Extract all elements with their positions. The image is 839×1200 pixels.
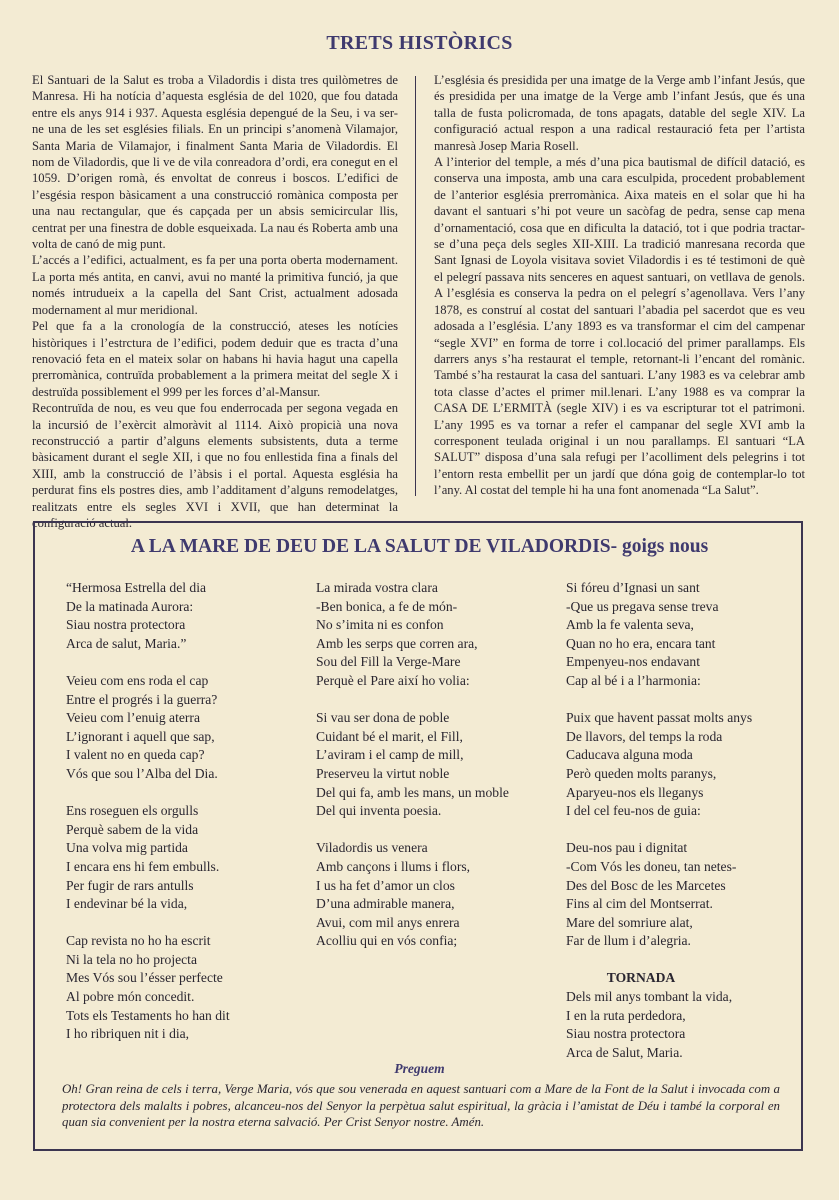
verse-line: Fins al cim del Montserrat. — [566, 896, 713, 912]
verse-line: Puix que havent passat molts anys — [566, 710, 753, 726]
verse-line: D’una admirable manera, — [316, 896, 455, 912]
verse-line: I del cel feu-nos de guia: — [566, 803, 701, 819]
history-paragraph: El Santuari de la Salut es troba a Viladordis i dista tres quilòmetres de Manresa. Hi ha notícia d’aquesta església de del 1020, que fou datada entre els anys 914 i 937. Aquesta església depengué de la Seu, i va ser-ne una de les set esglésies filials. En un principi s’anomenà Vilamajor, Santa Maria de Vilamajor, i finalment Santa Maria de Viladordis. El nom de Viladordis, que li ve de vila conreadora d’ordi, era conegut en el 1059. D’origen romà, és envoltat de conreus i boscos. L’edifici de l’esgésia respon bàsicament a una construcció romànica composta per una nau rectangular, que és capçada per un absis semicircular llis, centrat per una finestra de doble esqueixada. La nau és Roberta amb una volta de canó de mig punt. — [32, 73, 398, 252]
verse-line: De llavors, del temps la roda — [566, 728, 723, 744]
history-paragraph: L’accés a l’edifici, actualment, es fa per una porta oberta modernament. La porta més antita, en canvi, avui no manté la primitiva funció, ja que només intrudueix a la capella del Sant Crist, actualment adosada modernament al mur meridional. — [32, 253, 398, 317]
verse-line: -Que us pregava sense treva — [566, 598, 719, 614]
verse-line: La mirada vostra clara — [316, 580, 438, 595]
verse-line: Empenyeu-nos endavant — [566, 654, 701, 670]
tornada-stanza — [566, 969, 796, 1062]
verse-line: Amb la fe valenta seva, — [566, 617, 694, 633]
verse-line: Viladordis us venera — [316, 840, 428, 856]
verse-line: Perquè sabem de la vida — [66, 821, 199, 837]
stanza — [316, 839, 546, 951]
verse-line: L’aviram i el camp de mill, — [316, 747, 464, 763]
verse-line: Al pobre món concedit. — [66, 989, 195, 1005]
verse-line: Preserveu la virtut noble — [316, 765, 450, 781]
verse-line: I valent no en queda cap? — [66, 747, 205, 763]
verse-line: Del qui inventa poesia. — [316, 803, 442, 819]
prayer-heading: Preguem — [394, 1061, 445, 1076]
verse-line: Si vau ser dona de poble — [316, 710, 450, 726]
verse-line: Far de llum i d’alegria. — [566, 933, 691, 949]
goigs-title: A LA MARE DE DEU DE LA SALUT DE VILADORDIS- goigs nous — [130, 536, 709, 557]
verse-line: I us ha fet d’amor un clos — [316, 877, 455, 893]
verse-line: Sou del Fill la Verge-Mare — [316, 654, 461, 670]
verse-line: Avui, com mil anys enrera — [316, 914, 460, 930]
verse-line: I encara ens hi fem embulls. — [66, 858, 220, 874]
verse-line: Una volva mig partida — [66, 840, 188, 856]
verse-line: Acolliu qui en vós confia; — [316, 933, 458, 949]
verse-line: -Com Vós les doneu, tan netes- — [566, 858, 737, 874]
verse-line: Deu-nos pau i dignitat — [566, 840, 688, 856]
verse-line: No s’imita ni es confon — [316, 617, 444, 633]
column-divider — [415, 76, 416, 496]
verse-line: “Hermosa Estrella del dia — [66, 580, 207, 595]
verse-line: Amb cançons i llums i flors, — [316, 858, 471, 874]
page-title: TRETS HISTÒRICS — [326, 32, 513, 54]
verse-line: Des del Bosc de les Marcetes — [566, 877, 726, 893]
goigs-column-2 — [316, 579, 546, 969]
verse-line: Cap al bé i a l’harmonia: — [566, 672, 701, 688]
verse-line: De la matinada Aurora: — [66, 598, 194, 614]
prayer-text: Oh! Gran reina de cels i terra, Verge Maria, vós que sou venerada en aquest santuari com a Mare de la Font de la Salut i invocada com a protectora dels malalts i pobres, alcanceu-nos del Senyor la perpètua salut espiritual, la gràcia i l’amistat de Déu i també la corporal en quan sia convenient per la nostra eterna salvació. Per Crist Senyor nostre. Amén. — [62, 1082, 780, 1130]
stanza — [566, 579, 796, 691]
verse-line: Ni la tela no ho projecta — [66, 951, 197, 967]
verse-line: Siau nostra protectora — [566, 1026, 686, 1042]
goigs-column-3 — [566, 579, 796, 1081]
verse-line: Veieu com ens roda el cap — [66, 672, 209, 688]
history-right-column — [434, 72, 805, 499]
verse-line: I ho ribriquen nit i dia, — [66, 1026, 190, 1042]
verse-line: L’ignorant i aquell que sap, — [66, 728, 215, 744]
stanza — [66, 932, 296, 1044]
verse-line: Dels mil anys tombant la vida, — [566, 989, 733, 1005]
verse-line: Per fugir de rars antulls — [66, 877, 194, 893]
verse-line: Entre el progrés i la guerra? — [66, 691, 218, 707]
verse-line: Cap revista no ho ha escrit — [66, 933, 211, 949]
verse-line: Perquè el Pare així ho volia: — [316, 672, 470, 688]
verse-line: Mes Vós sou l’ésser perfecte — [66, 970, 223, 986]
verse-line: Vós que sou l’Alba del Dia. — [66, 765, 218, 781]
verse-line: Veieu com l’enuig aterra — [66, 710, 200, 726]
stanza — [566, 839, 796, 951]
stanza — [66, 672, 296, 784]
history-paragraph: Pel que fa a la cronología de la construcció, ateses les notícies històriques i l’estrctura de l’edifici, podem deduir que es tracta d’una renovació feta en el mateix solar on habans hi havia hagut una capella prerromànica, contruïda probablement a la primera meitat del segle X i destruïda possiblement el 999 per les forces d’al-Mansur. — [32, 319, 398, 399]
stanza — [66, 579, 296, 653]
verse-line: Amb les serps que corren ara, — [316, 635, 478, 651]
history-paragraph: L’església és presidida per una imatge de la Verge amb l’infant Jesús, que és presidida per una imatge de la Verge amb l’infant Jesús, que és una talla de fusta policromada, de tons apagats, datable del segle XIV. La configuració actual respon a una radical restauració feta per l’artista manresà Josep Maria Rosell. — [434, 73, 805, 153]
verse-line: Ens roseguen els orgulls — [66, 803, 199, 819]
history-paragraph: Recontruïda de nou, es veu que fou enderrocada per segona vegada en la incursió de l’exèrcit almoràvit al 1114. Això propicià una nova reconstrucció a partir d’alguns elements subsistents, duta a terme bàsicament durant el segle XII, i que no fou enllestida fina a finals del XIII, amb la construcció de l’àbsis i el portal. Aquesta església ha perdurat fins els postres dies, amb l’additament d’alguns remodelatges, realitzats entre els segles XVI i XVII, que han determinat la configuració actual. — [32, 401, 398, 530]
verse-line: Aparyeu-nos els lleganys — [566, 784, 704, 800]
verse-line: I endevinar bé la vida, — [66, 896, 188, 912]
verse-line: -Ben bonica, a fe de món- — [316, 598, 458, 614]
stanza — [566, 709, 796, 821]
verse-line: Però queden molts paranys, — [566, 765, 717, 781]
history-paragraph: A l’interior del temple, a més d’una pica bautismal de difícil datació, es conserva una imposta, amb una cara esculpida, procedent probablement de l’anterior església prerromànica. Aixa mateis en el solar que hi ha davant el santuari s’hi pot veure un sacòfag de pedra, sense cap mena d’ornamentació, cosa que en dificulta la datació, tot i que podria tractar-se d’una peça dels segles XII-XIII. La tradició manresana recorda que Sant Ignasi de Loyola visitava soviet Viladordis i es té testimoni de què el pelegrí passava nits senceres en aquest santuari, on vetllava de genols. A l’església es conserva la pedra on el pelegrí s’agenollava. Vers l’any 1878, es construí al costat del santuari l’abadia pel sacerdot que es veu adosada a l’església. L’any 1893 es va transformar el cim del campenar “segle XVI” en forma de torre i col.locació del primer parallamps. Els darrers anys s’ha restaurat el temple, retornant-li l’encant del romànic. També s’ha restaurat la casa del santuari. L’any 1983 es va celebrar amb tota classe d’actes el primer mil.lenari. L’any 1988 es va comprar la CASA DE L’ERMITÀ (segle XIV) i es va escripturar tot el patrimoni. L’any 1995 es va tornar a refer el campanar del segle XVI amb la corresponent teulada original i un nou parallamps. El santuari “LA SALUT” disposa d’una sala refugi per l’acolliment dels pelegrins i tot l’entorn resta embellit per un jardí que dóna goig de contemplar-lo tot l’any. Al costat del temple hi ha una font anomenada “La Salut”. — [434, 155, 805, 498]
stanza — [66, 802, 296, 914]
tornada-heading: TORNADA — [606, 970, 676, 986]
verse-line: Si fóreu d’Ignasi un sant — [566, 580, 700, 595]
history-left-column — [32, 72, 398, 531]
verse-line: Arca de Salut, Maria. — [566, 1044, 683, 1060]
stanza — [316, 709, 546, 821]
goigs-column-1 — [66, 579, 296, 1062]
verse-line: Arca de salut, Maria.” — [66, 635, 187, 651]
verse-line: I en la ruta perdedora, — [566, 1007, 686, 1023]
stanza — [316, 579, 546, 691]
verse-line: Siau nostra protectora — [66, 617, 186, 633]
verse-line: Caducava alguna moda — [566, 747, 693, 763]
verse-line: Mare del somriure alat, — [566, 914, 693, 930]
verse-line: Tots els Testaments ho han dit — [66, 1007, 230, 1023]
verse-line: Quan no ho era, encara tant — [566, 635, 716, 651]
verse-line: Cuidant bé el marit, el Fill, — [316, 728, 463, 744]
verse-line: Del qui fa, amb les mans, un moble — [316, 784, 509, 800]
